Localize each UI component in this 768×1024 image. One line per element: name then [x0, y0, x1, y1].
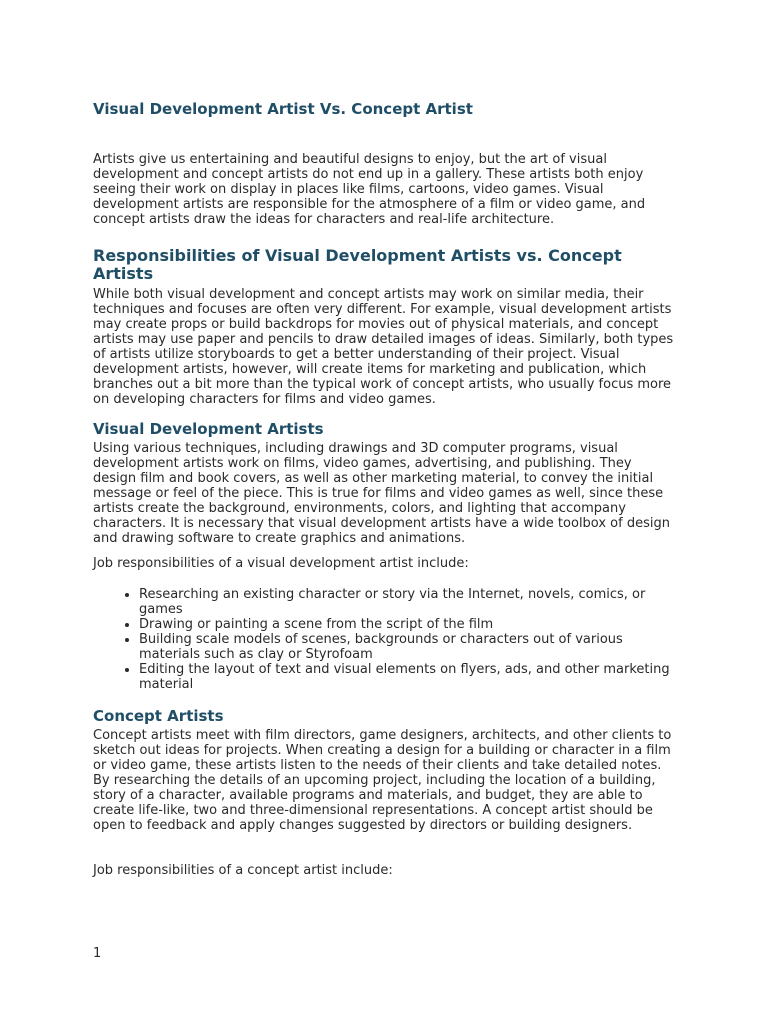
responsibilities-heading: Responsibilities of Visual Development Artists vs. Concept Artists: [93, 246, 622, 283]
page-number: 1: [93, 946, 102, 961]
visual-development-responsibilities-list: [93, 587, 678, 692]
visual-development-job-intro: Job responsibilities of a visual development artist include:: [93, 556, 469, 571]
document-title: Visual Development Artist Vs. Concept Artist: [93, 100, 473, 118]
concept-artists-job-intro: Job responsibilities of a concept artist include:: [93, 863, 393, 878]
concept-artists-paragraph: Concept artists meet with film directors, game designers, architects, and other clients to sketch out ideas for projects. When creating a design for a building or character in a film or video game, these artists listen to the needs of their clients and take detailed notes. By researching the details of an upcoming project, including the location of a building, story of a character, available programs and materials, and budget, they are able to create life-like, two and three-dimensional representations. A concept artist should be open to feedback and apply changes suggested by directors or building designers.: [93, 728, 672, 833]
document-page: [93, 98, 678, 878]
responsibilities-paragraph: While both visual development and concept artists may work on similar media, their techniques and focuses are often very different. For example, visual development artists may create props or build backdrops for movies out of physical materials, and concept artists may use paper and pencils to draw detailed images of ideas. Similarly, both types of artists utilize storyboards to get a better understanding of their project. Visual development artists, however, will create items for marketing and publication, which branches out a bit more than the typical work of concept artists, who usually focus more on developing characters for films and video games.: [93, 287, 674, 407]
intro-paragraph: Artists give us entertaining and beautiful designs to enjoy, but the art of visual development and concept artists do not end up in a gallery. These artists both enjoy seeing their work on display in places like films, cartoons, video games. Visual development artists are responsible for the atmosphere of a film or video game, and concept artists draw the ideas for characters and real-life architecture.: [93, 152, 646, 227]
visual-development-paragraph: Using various techniques, including drawings and 3D computer programs, visual development artists work on films, video games, advertising, and publishing. They design film and book covers, as well as other marketing material, to convey the initial message or feel of the piece. This is true for films and video games as well, since these artists create the background, environments, colors, and lighting that accompany characters. It is necessary that visual development artists have a wide toolbox of design and drawing software to create graphics and animations.: [93, 441, 670, 546]
concept-artists-heading: Concept Artists: [93, 707, 224, 725]
visual-development-heading: Visual Development Artists: [93, 420, 324, 438]
list-item: • Building scale models of scenes, backgrounds or characters out of various materials such as clay or Styrofoam: [139, 632, 678, 662]
list-item: • Editing the layout of text and visual elements on flyers, ads, and other marketing material: [139, 662, 678, 692]
list-item: • Researching an existing character or story via the Internet, novels, comics, or games: [139, 587, 678, 617]
list-item: • Drawing or painting a scene from the script of the film: [139, 617, 678, 632]
